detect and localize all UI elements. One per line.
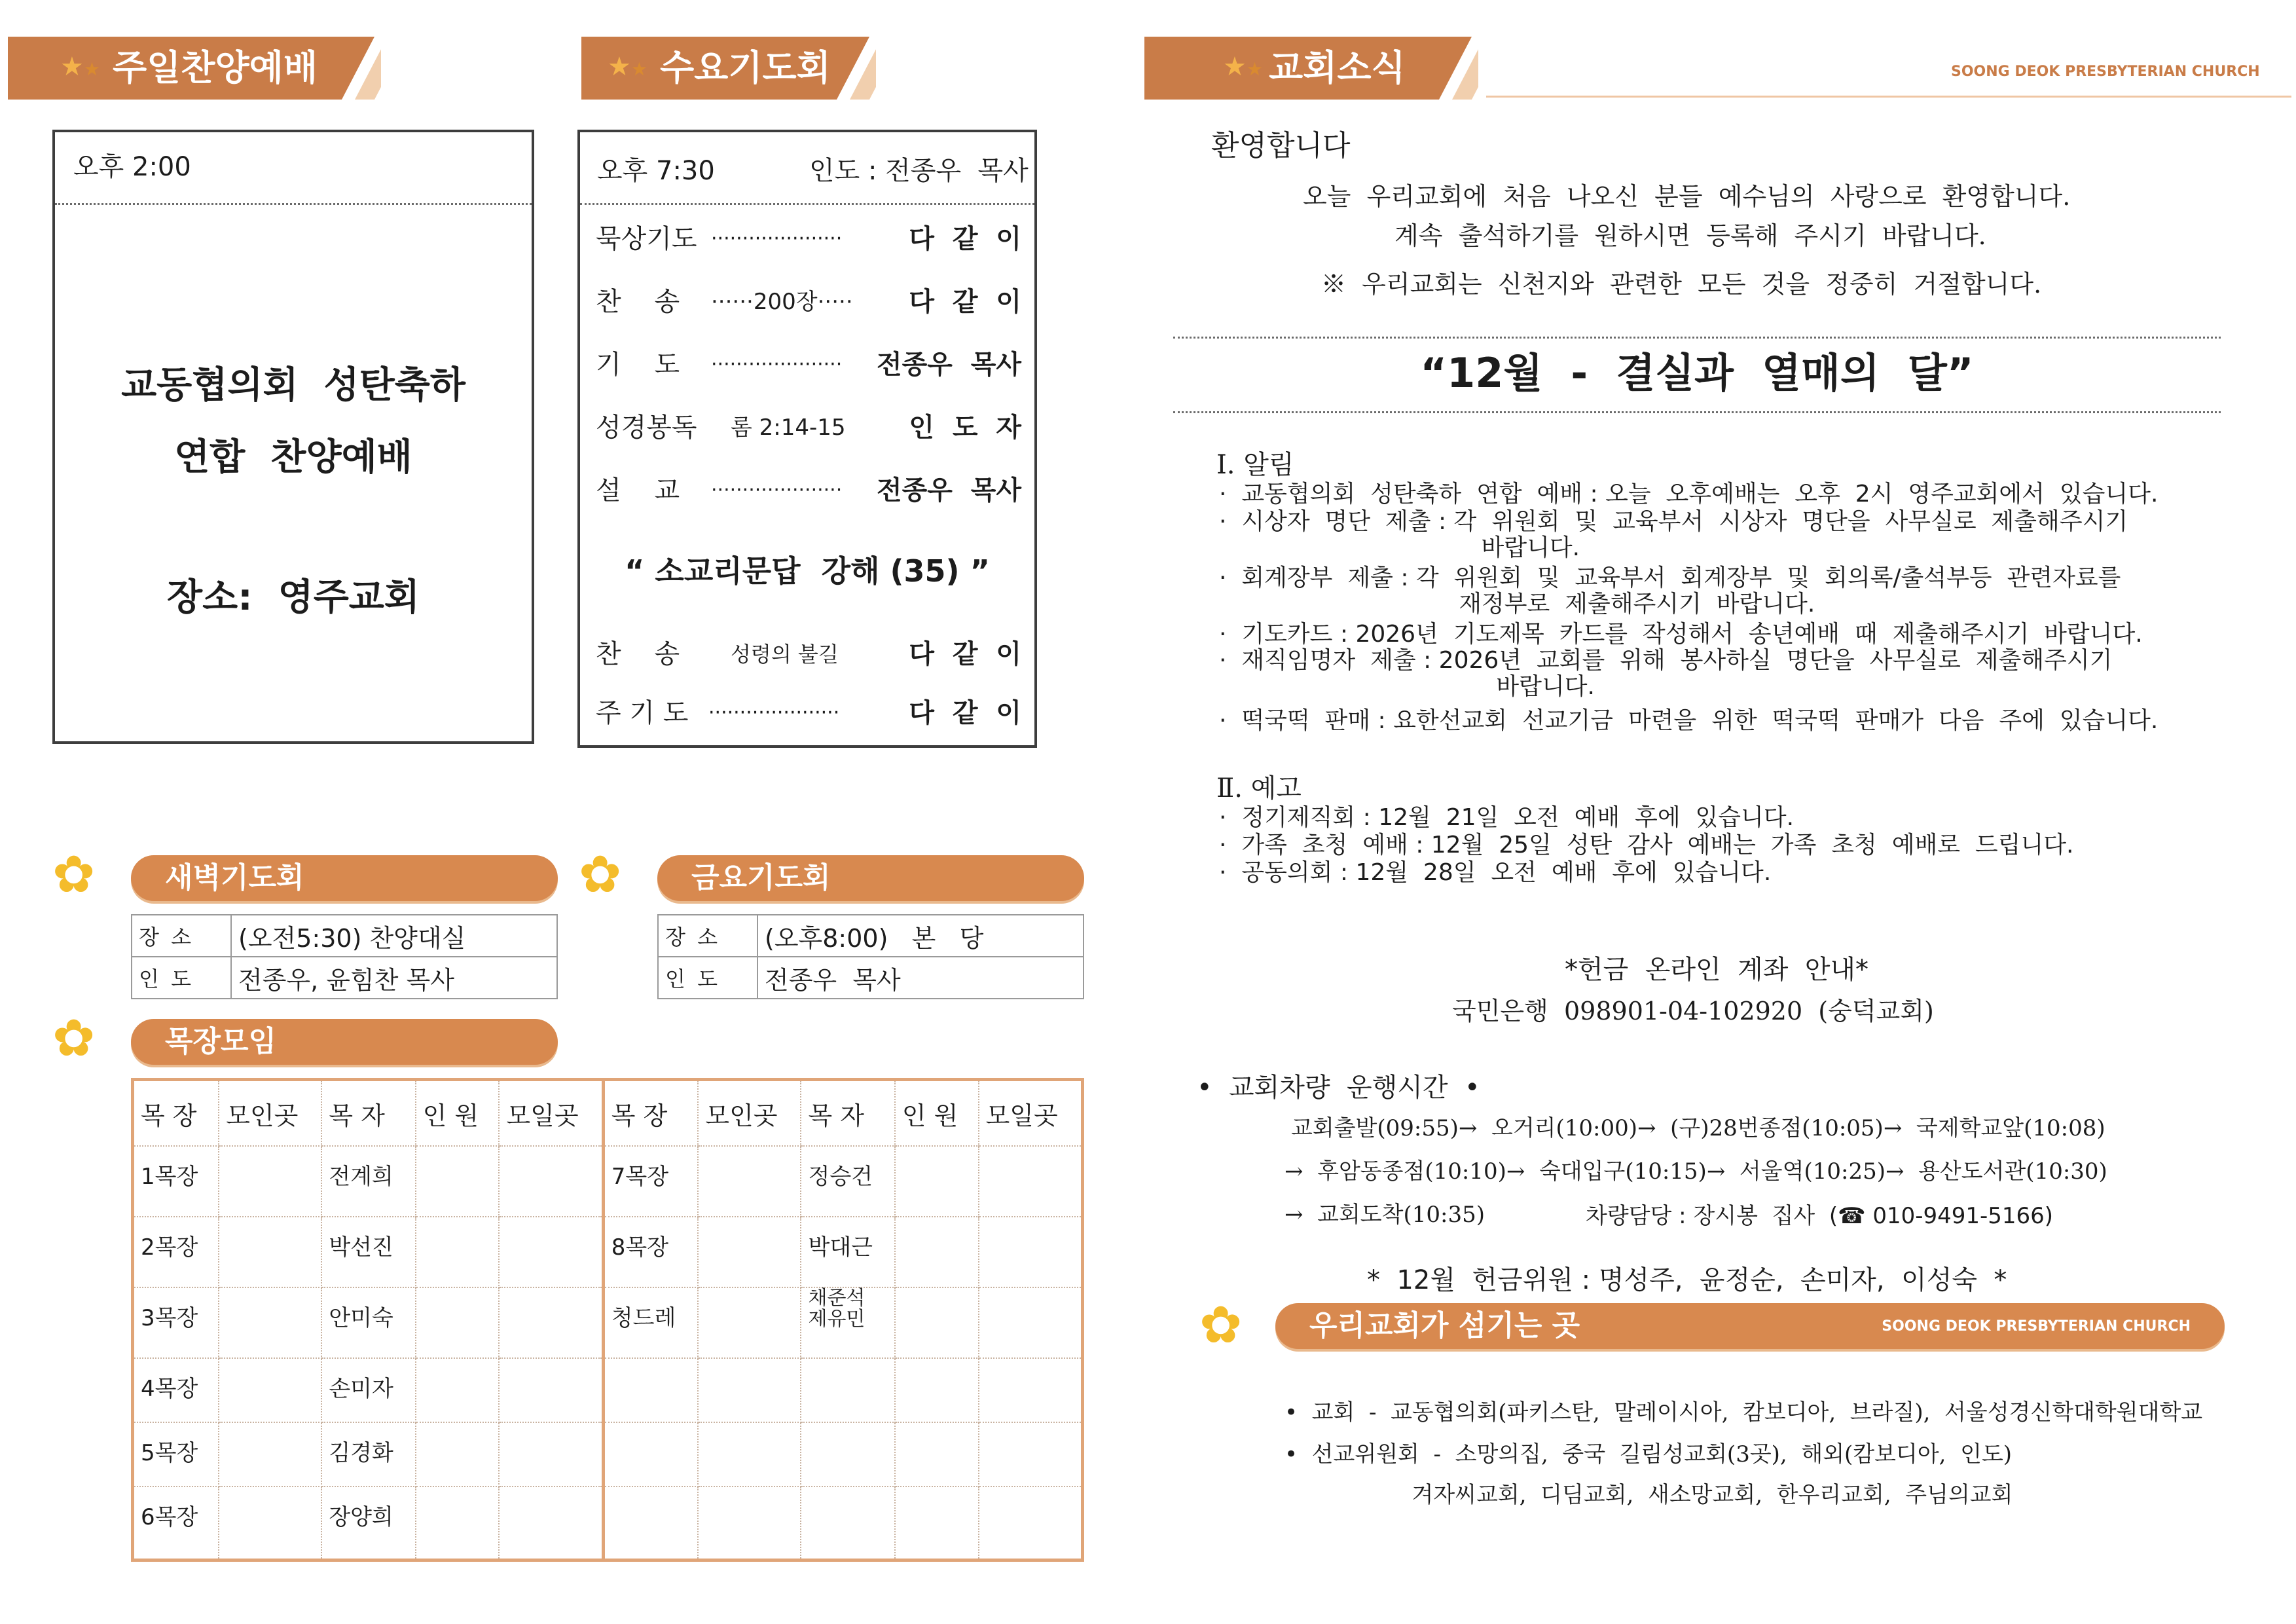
order-row (580, 219, 1034, 258)
order-item: 기 도 (596, 350, 680, 380)
friday-prayer-table (657, 914, 1084, 999)
order-person: 인 도 자 (909, 413, 1021, 443)
upcoming-title: Ⅱ. 예고 (1216, 773, 1302, 803)
friday-prayer-header (657, 855, 1084, 901)
group-leader: 장양희 (321, 1486, 415, 1560)
sunday-time: 오후 2:00 (73, 152, 191, 182)
table-row (133, 1422, 1083, 1486)
theme-top-rule (1173, 337, 2221, 339)
group-leader: 박대근 (801, 1217, 894, 1287)
sunday-event-line2: 연합 찬양예배 (174, 436, 412, 479)
group-name: 8목장 (603, 1217, 698, 1287)
vehicle-contact: 차량담당 : 장시봉 집사 (☎ 010-9491-5166) (1586, 1203, 2054, 1229)
announcement-line: · 재직임명자 제출 : 2026년 교회를 위해 봉사하실 명단을 사무실로 제출해주시기 (1219, 647, 2113, 674)
star-icon: ★★ (608, 52, 647, 82)
col-header: 모일곳 (979, 1080, 1083, 1147)
sunday-worship-banner (8, 37, 401, 100)
order-item: 성경봉독 (596, 413, 697, 443)
announcement-line: · 회계장부 제출 : 각 위원회 및 교육부서 회계장부 및 회의록/출석부등 관련자료를 (1219, 564, 2121, 591)
friday-place-value: (오후8:00) 본 당 (757, 915, 1084, 957)
col-header: 인 원 (895, 1080, 979, 1147)
dawn-leader-value: 전종우, 윤힘찬 목사 (231, 957, 557, 999)
order-row (580, 407, 1034, 447)
welcome-line: ※ 우리교회는 신천지와 관련한 모든 것을 정중히 거절합니다. (1321, 270, 2042, 299)
order-item: 찬 송 (596, 287, 680, 317)
sunday-worship-box (52, 130, 534, 744)
dawn-place-label: 장 소 (132, 915, 231, 957)
order-row (580, 693, 1034, 732)
dawn-leader-label: 인 도 (132, 957, 231, 999)
friday-place-label: 장 소 (658, 915, 757, 957)
col-header: 모인곳 (219, 1080, 321, 1147)
announcement-line: · 떡국떡 판매 : 요한선교회 선교기금 마련을 위한 떡국떡 판매가 다음 주에 있습니다. (1219, 707, 2159, 734)
serving-header (1275, 1303, 2225, 1349)
group-name: 6목장 (133, 1486, 219, 1560)
order-person: 다 같 이 (909, 287, 1021, 317)
col-header: 목 자 (321, 1080, 415, 1147)
vehicle-route-line: → 후암동종점(10:10)→ 숙대입구(10:15)→ 서울역(10:25)→ 용산도서관(10:30) (1285, 1158, 2107, 1185)
order-person: 다 같 이 (909, 698, 1021, 728)
sermon-title: “ 소교리문답 강해 (35) ” (625, 553, 990, 589)
welcome-title: 환영합니다 (1211, 129, 1351, 162)
star-icon: ★★ (60, 52, 100, 82)
order-detail: ······200장····· (711, 289, 853, 315)
flower-icon: ✿ (52, 845, 96, 904)
group-name: 5목장 (133, 1422, 219, 1486)
flower-icon: ✿ (579, 845, 622, 904)
group-name: 3목장 (133, 1287, 219, 1358)
offering-committee: * 12월 헌금위원 : 명성주, 윤정순, 손미자, 이성숙 * (1367, 1265, 2007, 1295)
dawn-place-value: (오전5:30) 찬양대실 (231, 915, 557, 957)
group-leader: 박선진 (321, 1217, 415, 1287)
announcement-line: 재정부로 제출해주시기 바랍니다. (1219, 591, 1815, 618)
serving-title: 우리교회가 섬기는 곳 (1309, 1309, 1580, 1342)
table-row (133, 1287, 1083, 1358)
friday-leader-value: 전종우 목사 (757, 957, 1084, 999)
order-person: 전종우 목사 (876, 350, 1021, 380)
table-row (658, 915, 1084, 957)
order-row (580, 344, 1034, 384)
announcement-line: 바랍니다. (1219, 673, 1595, 700)
cell-group-title: 목장모임 (165, 1025, 277, 1058)
wednesday-prayer-title: 수요기도회 (660, 47, 831, 88)
sunday-event-line1: 교동협의회 성탄축하 (121, 364, 465, 407)
offering-account: 국민은행 098901-04-102920 (숭덕교회) (1452, 997, 1934, 1025)
offering-title: *헌금 온라인 계좌 안내* (1565, 955, 1869, 985)
group-name: 2목장 (133, 1217, 219, 1287)
table-row (133, 1358, 1083, 1422)
serving-line: • 교회 - 교동협의회(파키스탄, 말레이시아, 캄보디아, 브라질), 서울성경신학대학원대학교 (1285, 1399, 2203, 1426)
announcement-line: · 교동협의회 성탄축하 연합 예배 : 오늘 오후예배는 오후 2시 영주교회에서 있습니다. (1219, 481, 2159, 507)
dawn-prayer-title: 새벽기도회 (165, 861, 304, 895)
vehicle-title: • 교회차량 운행시간 • (1197, 1073, 1480, 1103)
upcoming-line: · 가족 초청 예배 : 12월 25일 성탄 감사 예배는 가족 초청 예배로 드립니다. (1219, 832, 2074, 858)
col-header: 인 원 (416, 1080, 500, 1147)
welcome-line: 계속 출석하기를 원하시면 등록해 주시기 바랍니다. (1394, 221, 1986, 250)
group-leader: 정승건 (801, 1146, 894, 1217)
sunday-place: 장소: 영주교회 (167, 576, 420, 619)
serving-line: 겨자씨교회, 디딤교회, 새소망교회, 한우리교회, 주님의교회 (1285, 1482, 2013, 1508)
order-detail: ····················· (711, 479, 843, 502)
group-name: 청드레 (603, 1287, 698, 1358)
group-name: 1목장 (133, 1146, 219, 1217)
table-row (132, 957, 557, 999)
order-detail: 롬 2:14-15 (731, 415, 846, 441)
col-header: 목 장 (133, 1080, 219, 1147)
order-row (580, 470, 1034, 509)
wednesday-time: 오후 7:30 (597, 156, 715, 186)
order-item: 묵상기도 (596, 224, 697, 254)
cell-group-header (131, 1019, 558, 1065)
upcoming-line: · 정기제직회 : 12월 21일 오전 예배 후에 있습니다. (1219, 804, 1795, 831)
order-row (580, 282, 1034, 321)
church-name: SOONG DEOK PRESBYTERIAN CHURCH (1951, 64, 2260, 80)
order-detail: 성령의 불길 (731, 642, 839, 667)
header-rule (1486, 96, 2291, 98)
serving-church-name: SOONG DEOK PRESBYTERIAN CHURCH (1882, 1318, 2191, 1335)
church-news-title: 교회소식 (1269, 47, 1406, 88)
order-person: 다 같 이 (909, 224, 1021, 254)
order-person: 전종우 목사 (876, 475, 1021, 506)
order-person: 다 같 이 (909, 639, 1021, 669)
table-row (133, 1146, 1083, 1217)
table-row (132, 915, 557, 957)
wednesday-divider (580, 203, 1034, 205)
vehicle-route-line: 교회출발(09:55)→ 오거리(10:00)→ (구)28번종점(10:05)→ 국제학교앞(10:08) (1291, 1115, 2105, 1141)
table-header-row (133, 1080, 1083, 1147)
group-leader: 김경화 (321, 1422, 415, 1486)
dawn-prayer-table (131, 914, 558, 999)
church-news-banner (1144, 37, 1498, 100)
order-item: 주 기 도 (596, 698, 689, 728)
announcement-line: 바랍니다. (1219, 534, 1580, 561)
order-item: 설 교 (596, 475, 680, 506)
wednesday-leader: 인도 : 전종우 목사 (809, 156, 1029, 186)
col-header: 모일곳 (499, 1080, 603, 1147)
col-header: 목 장 (603, 1080, 698, 1147)
cell-group-table (131, 1078, 1084, 1562)
order-item: 찬 송 (596, 639, 680, 669)
group-leader: 전계희 (321, 1146, 415, 1217)
announcement-line: · 시상자 명단 제출 : 각 위원회 및 교육부서 시상자 명단을 사무실로 제출해주시기 (1219, 508, 2128, 535)
table-row (133, 1486, 1083, 1560)
wednesday-prayer-banner (581, 37, 896, 100)
group-name: 4목장 (133, 1358, 219, 1422)
dawn-prayer-header (131, 855, 558, 901)
sunday-worship-title: 주일찬양예배 (113, 47, 318, 88)
friday-leader-label: 인 도 (658, 957, 757, 999)
friday-prayer-title: 금요기도회 (691, 861, 831, 895)
announcement-line: · 기도카드 : 2026년 기도제목 카드를 작성해서 송년예배 때 제출해주시기 바랍니다. (1219, 621, 2143, 648)
group-leader: 손미자 (321, 1358, 415, 1422)
order-row (580, 634, 1034, 673)
order-detail: ····················· (711, 353, 843, 376)
col-header: 모인곳 (698, 1080, 801, 1147)
vehicle-route-line: → 교회도착(10:35) (1285, 1202, 1485, 1228)
serving-line: • 선교위원회 - 소망의집, 중국 길림성교회(3곳), 해외(캄보디아, 인도) (1285, 1441, 2013, 1467)
flower-icon: ✿ (1199, 1296, 1243, 1355)
table-row (658, 957, 1084, 999)
table-row (133, 1217, 1083, 1287)
group-leader: 안미숙 (321, 1287, 415, 1358)
star-icon: ★★ (1223, 52, 1263, 82)
month-theme: “12월 - 결실과 열매의 달” (1420, 349, 1974, 397)
sunday-divider (55, 203, 532, 205)
order-detail: ····················· (711, 227, 843, 250)
theme-bottom-rule (1173, 411, 2221, 413)
col-header: 목 자 (801, 1080, 894, 1147)
welcome-line: 오늘 우리교회에 처음 나오신 분들 예수님의 사랑으로 환영합니다. (1303, 182, 2071, 211)
group-name: 7목장 (603, 1146, 698, 1217)
wednesday-prayer-box (577, 130, 1037, 748)
announcements-title: Ⅰ. 알림 (1216, 450, 1294, 480)
upcoming-line: · 공동의회 : 12월 28일 오전 예배 후에 있습니다. (1219, 859, 1772, 886)
order-detail: ····················· (708, 701, 840, 724)
group-leader: 채준석 제유민 (801, 1287, 894, 1358)
flower-icon: ✿ (52, 1009, 96, 1068)
